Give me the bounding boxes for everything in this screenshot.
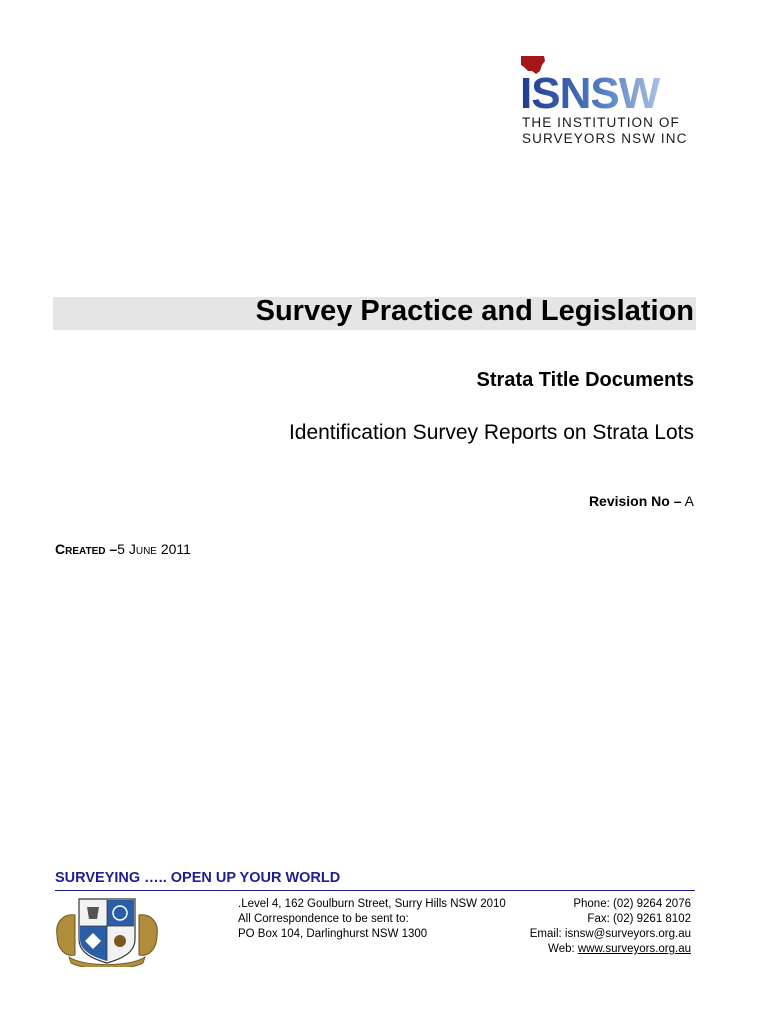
contact-details bbox=[530, 897, 691, 957]
address-line-2: All Correspondence to be sent to: bbox=[238, 913, 409, 925]
website-link[interactable]: www.surveyors.org.au bbox=[577, 943, 691, 955]
revision-value: A bbox=[684, 493, 694, 509]
wordmark-text: ISNSW bbox=[520, 72, 660, 112]
coat-of-arms-icon bbox=[53, 895, 161, 967]
page-title: Survey Practice and Legislation bbox=[255, 295, 694, 327]
postal-address bbox=[238, 897, 506, 942]
isnsw-logo bbox=[520, 52, 695, 152]
created-label: Created – bbox=[55, 541, 118, 557]
created-line bbox=[55, 541, 191, 557]
web-label: Web: bbox=[548, 943, 578, 955]
isnsw-wordmark bbox=[520, 72, 695, 112]
revision-line bbox=[589, 493, 694, 509]
email-address: Email: isnsw@surveyors.org.au bbox=[529, 928, 691, 940]
document-subtitle: Strata Title Documents bbox=[476, 369, 694, 391]
address-line-1: .Level 4, 162 Goulburn Street, Surry Hills NSW 2010 bbox=[238, 898, 506, 910]
footer-slogan: SURVEYING ….. OPEN UP YOUR WORLD bbox=[55, 870, 341, 886]
created-date: 5 June 2011 bbox=[117, 541, 191, 557]
fax-number: Fax: (02) 9261 8102 bbox=[587, 913, 691, 925]
footer-divider bbox=[55, 890, 695, 891]
phone-number: Phone: (02) 9264 2076 bbox=[573, 898, 691, 910]
web-line bbox=[530, 942, 691, 957]
logo-line-1: THE INSTITUTION OF bbox=[522, 115, 680, 130]
logo-line-2: SURVEYORS NSW INC bbox=[522, 131, 688, 146]
revision-label: Revision No – bbox=[588, 493, 682, 509]
document-topic: Identification Survey Reports on Strata Lots bbox=[288, 421, 694, 444]
address-line-3: PO Box 104, Darlinghurst NSW 1300 bbox=[238, 928, 428, 940]
